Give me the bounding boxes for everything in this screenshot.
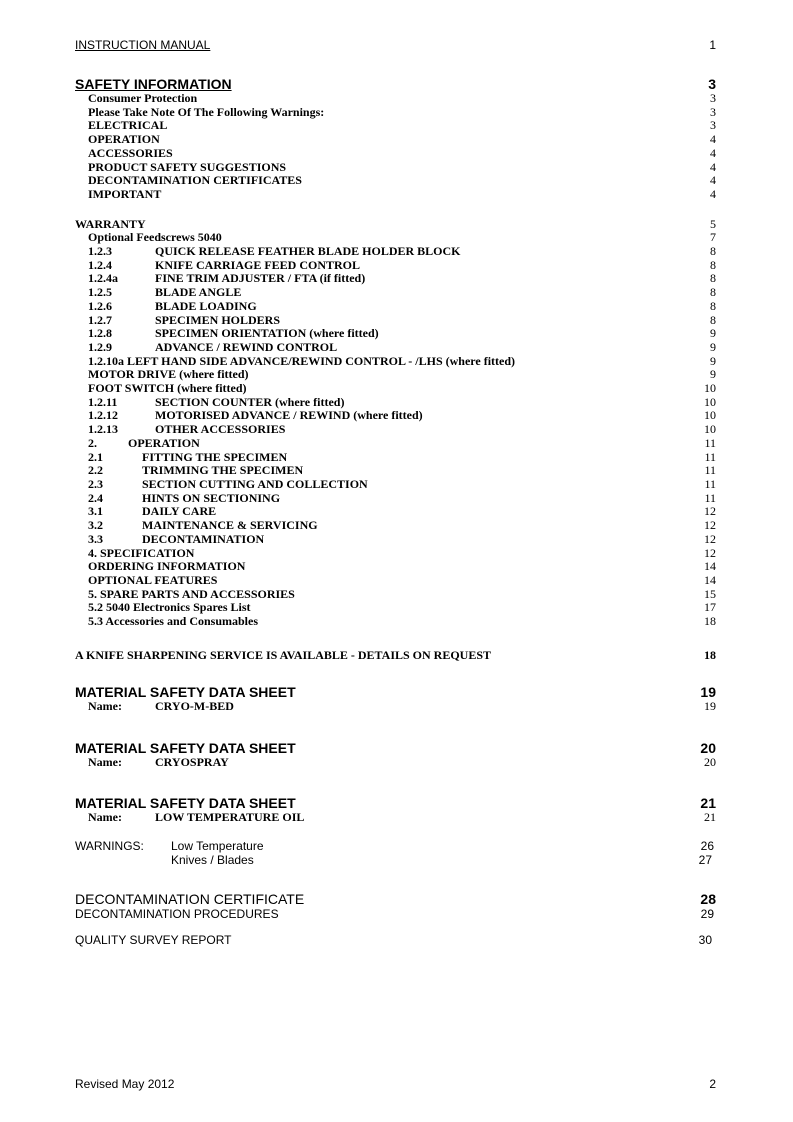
toc-entry-title: TRIMMING THE SPECIMEN xyxy=(142,463,304,478)
toc-page-number: 8 xyxy=(710,244,716,259)
toc-entry[interactable] xyxy=(75,368,716,382)
toc-entry-title: FITTING THE SPECIMEN xyxy=(142,449,288,464)
spacer xyxy=(75,825,716,839)
toc-entry-title: Optional Feedscrews 5040 xyxy=(88,230,222,245)
section-number: 1.2.4a xyxy=(88,271,118,286)
footer-page-number: 2 xyxy=(709,1077,716,1091)
toc-entry[interactable] xyxy=(75,259,716,273)
toc-heading-safety[interactable] xyxy=(75,76,716,92)
toc-entry-quality-survey[interactable] xyxy=(75,933,716,947)
toc-page-number: 4 xyxy=(710,159,716,174)
toc-entry[interactable] xyxy=(75,615,716,629)
toc-page-number: 26 xyxy=(700,838,714,853)
toc-entry[interactable] xyxy=(75,464,716,478)
toc-heading-msds-1[interactable] xyxy=(75,684,716,700)
toc-page-number: 29 xyxy=(700,906,714,921)
toc-entry-title: 5. SPARE PARTS AND ACCESSORIES xyxy=(88,586,295,601)
toc-entry-text xyxy=(88,533,264,547)
toc-page-number: 11 xyxy=(704,449,716,464)
toc-page-number: 9 xyxy=(710,339,716,354)
toc-entry-title: MOTORISED ADVANCE / REWIND (where fitted) xyxy=(155,408,423,423)
toc-entry-title: 1.2.10a LEFT HAND SIDE ADVANCE/REWIND CONTROL - /LHS (where fitted) xyxy=(88,353,516,368)
section-number: 2. xyxy=(88,435,97,450)
toc-page-number: 9 xyxy=(710,353,716,368)
warnings-label: WARNINGS: xyxy=(75,838,144,853)
toc-entry-title: Please Take Note Of The Following Warnings: xyxy=(88,104,325,119)
toc-page-number: 8 xyxy=(710,257,716,272)
toc-entry-text xyxy=(88,382,247,396)
toc-page-number: 17 xyxy=(704,600,716,615)
spacer xyxy=(75,714,716,740)
toc-entry-title: 5.2 5040 Electronics Spares List xyxy=(88,600,251,615)
toc-entry-msds-2-name[interactable] xyxy=(75,756,716,770)
toc-entry-text xyxy=(88,368,249,382)
toc-entry-title: OPTIONAL FEATURES xyxy=(88,572,218,587)
toc-page-number: 11 xyxy=(704,463,716,478)
toc-page-number: 9 xyxy=(710,367,716,382)
toc-entry-text xyxy=(88,341,337,355)
toc-entry-title: QUALITY SURVEY REPORT xyxy=(75,932,232,947)
toc-entry[interactable] xyxy=(75,106,716,120)
toc-page-number: 8 xyxy=(710,285,716,300)
toc-entry-text xyxy=(88,272,365,286)
section-number: 1.2.8 xyxy=(88,326,112,341)
toc-entry-title: QUICK RELEASE FEATHER BLADE HOLDER BLOCK xyxy=(155,244,461,259)
toc-entry[interactable] xyxy=(75,188,716,202)
toc-entry-title: Consumer Protection xyxy=(88,91,198,105)
toc-entry-text xyxy=(88,519,318,533)
toc-entry-title: ORDERING INFORMATION xyxy=(88,559,246,574)
toc-entry-title: Low Temperature xyxy=(171,838,264,853)
toc-entry-title: OPERATION xyxy=(128,435,200,450)
page-footer xyxy=(75,1077,716,1091)
revision-date: Revised May 2012 xyxy=(75,1077,175,1091)
toc-heading-msds-3[interactable] xyxy=(75,795,716,811)
toc-entry[interactable] xyxy=(75,547,716,561)
toc-entry-title: ADVANCE / REWIND CONTROL xyxy=(155,339,338,354)
section-number: 1.2.4 xyxy=(88,257,112,272)
toc-entry[interactable] xyxy=(75,300,716,314)
toc-entry-msds-1-name[interactable] xyxy=(75,700,716,714)
toc-entry[interactable] xyxy=(75,92,716,106)
toc-entry[interactable] xyxy=(75,133,716,147)
toc-page-number: 11 xyxy=(704,476,716,491)
toc-entry[interactable] xyxy=(75,355,716,369)
toc-page-number: 4 xyxy=(710,173,716,188)
toc-entry-title: FOOT SWITCH (where fitted) xyxy=(88,381,247,396)
toc-entry-text xyxy=(88,396,344,410)
section-number: 1.2.9 xyxy=(88,339,112,354)
toc-entry[interactable] xyxy=(75,519,716,533)
toc-entry-title: ELECTRICAL xyxy=(88,118,168,133)
toc-page-number: 5 xyxy=(710,216,716,231)
section-number: 3.3 xyxy=(88,531,103,546)
toc-entry[interactable] xyxy=(75,423,716,437)
toc-entry-title: SECTION COUNTER (where fitted) xyxy=(155,394,345,409)
toc-entry-title: PRODUCT SAFETY SUGGESTIONS xyxy=(88,159,287,174)
material-name: CRYOSPRAY xyxy=(155,755,229,770)
toc-entry[interactable] xyxy=(75,409,716,423)
toc-entry-title: KNIFE CARRIAGE FEED CONTROL xyxy=(155,257,361,272)
toc-page-number: 3 xyxy=(710,91,716,105)
name-label: Name: xyxy=(88,755,122,770)
toc-page-number: 9 xyxy=(710,326,716,341)
toc-entry[interactable] xyxy=(75,272,716,286)
toc-entry-text xyxy=(88,492,280,506)
toc-entry-title: SPECIMEN ORIENTATION (where fitted) xyxy=(155,326,379,341)
toc-entry[interactable] xyxy=(75,314,716,328)
toc-entry-text xyxy=(88,547,194,561)
spacer xyxy=(75,770,716,795)
toc-entry-knife-service[interactable] xyxy=(75,649,716,663)
toc-page-number: 8 xyxy=(710,312,716,327)
toc-entry[interactable] xyxy=(75,245,716,259)
toc-entry-title: A KNIFE SHARPENING SERVICE IS AVAILABLE - DETAILS ON REQUEST xyxy=(75,647,492,662)
toc-page-number: 19 xyxy=(704,699,716,714)
toc-entry-text xyxy=(88,245,461,259)
section-number: 3.1 xyxy=(88,504,103,519)
toc-entry[interactable] xyxy=(75,396,716,410)
toc-page-number: 8 xyxy=(710,298,716,313)
toc-entry-title: SECTION CUTTING AND COLLECTION xyxy=(142,476,368,491)
toc-entry-title: MOTOR DRIVE (where fitted) xyxy=(88,367,249,382)
toc-page-number: 10 xyxy=(704,381,716,396)
toc-entry[interactable] xyxy=(75,161,716,175)
toc-page-number: 27 xyxy=(698,852,712,867)
toc-page-number: 3 xyxy=(710,118,716,133)
header-page-number: 1 xyxy=(709,38,716,52)
spacer xyxy=(75,921,716,933)
toc-entry-title: WARRANTY xyxy=(75,216,146,231)
section-number: 2.1 xyxy=(88,449,103,464)
toc-heading-decon-certificate[interactable] xyxy=(75,891,716,907)
toc-entry-decon-procedures[interactable] xyxy=(75,907,716,921)
toc-entry-title: DECONTAMINATION PROCEDURES xyxy=(75,906,279,921)
toc-page-number: 12 xyxy=(704,518,716,533)
toc-page-number: 12 xyxy=(704,545,716,560)
toc-page-number: 18 xyxy=(704,614,716,629)
toc-entry-text xyxy=(88,300,257,314)
toc-entry[interactable] xyxy=(75,588,716,602)
toc-entry[interactable] xyxy=(75,119,716,133)
toc-entry[interactable] xyxy=(75,505,716,519)
toc-page-number: 21 xyxy=(704,809,716,824)
material-name: CRYO-M-BED xyxy=(155,699,234,714)
toc-page-number: 10 xyxy=(704,408,716,423)
section-number: 1.2.7 xyxy=(88,312,112,327)
toc-heading-title: SAFETY INFORMATION xyxy=(75,76,232,92)
toc-entry[interactable] xyxy=(75,341,716,355)
spacer xyxy=(75,629,716,645)
table-of-contents xyxy=(75,76,716,947)
toc-page-number: 10 xyxy=(704,422,716,437)
toc-entry[interactable] xyxy=(75,231,716,245)
toc-entry[interactable] xyxy=(75,286,716,300)
toc-page-number: 21 xyxy=(700,794,716,811)
safety-entries xyxy=(75,92,716,202)
toc-entry-title: MAINTENANCE & SERVICING xyxy=(142,518,318,533)
section-number: 2.3 xyxy=(88,476,103,491)
toc-entry-text xyxy=(88,314,280,328)
toc-page-number: 3 xyxy=(708,76,716,92)
material-name: LOW TEMPERATURE OIL xyxy=(155,809,305,824)
toc-heading-msds-2[interactable] xyxy=(75,740,716,756)
toc-entry-title: ACCESSORIES xyxy=(88,145,173,160)
toc-heading-warranty[interactable] xyxy=(75,218,716,232)
toc-entry[interactable] xyxy=(75,601,716,615)
toc-entry-title: OTHER ACCESSORIES xyxy=(155,422,286,437)
toc-page-number: 3 xyxy=(710,104,716,119)
toc-page-number: 18 xyxy=(704,647,716,662)
toc-entry-title: DAILY CARE xyxy=(142,504,217,519)
manual-title: INSTRUCTION MANUAL xyxy=(75,38,211,52)
toc-page-number: 11 xyxy=(704,490,716,505)
toc-heading-title: MATERIAL SAFETY DATA SHEET xyxy=(75,794,296,811)
section-number: 2.4 xyxy=(88,490,103,505)
toc-entry-text xyxy=(88,478,368,492)
toc-entry-text xyxy=(88,423,285,437)
section-number: 1.2.3 xyxy=(88,244,112,259)
name-label: Name: xyxy=(88,809,122,824)
toc-entry-msds-3-name[interactable] xyxy=(75,811,716,825)
toc-entry-title: BLADE ANGLE xyxy=(155,285,242,300)
toc-page-number: 8 xyxy=(710,271,716,286)
toc-entry-text xyxy=(88,505,216,519)
toc-entry-warning-knives[interactable] xyxy=(75,853,716,867)
toc-entry-text xyxy=(88,437,200,451)
toc-entry[interactable] xyxy=(75,451,716,465)
toc-page-number: 10 xyxy=(704,394,716,409)
toc-entry-text xyxy=(88,327,379,341)
toc-entry[interactable] xyxy=(75,382,716,396)
section-number: 1.2.12 xyxy=(88,408,118,423)
toc-entry[interactable] xyxy=(75,560,716,574)
toc-entry-text xyxy=(88,286,241,300)
toc-entry-title: HINTS ON SECTIONING xyxy=(142,490,281,505)
toc-page-number: 4 xyxy=(710,132,716,147)
toc-page-number: 19 xyxy=(700,684,716,701)
toc-entry[interactable] xyxy=(75,327,716,341)
toc-entry-warning-low-temperature[interactable] xyxy=(75,839,716,853)
toc-page-number: 14 xyxy=(704,559,716,574)
toc-heading-title: MATERIAL SAFETY DATA SHEET xyxy=(75,740,296,757)
section-number: 1.2.13 xyxy=(88,422,118,437)
toc-entry[interactable] xyxy=(75,174,716,188)
toc-entry-title: 4. SPECIFICATION xyxy=(88,545,195,560)
toc-page-number: 14 xyxy=(704,572,716,587)
toc-page-number: 4 xyxy=(710,186,716,201)
toc-page-number: 4 xyxy=(710,145,716,160)
toc-entry-text xyxy=(88,355,515,369)
toc-entry-title: SPECIMEN HOLDERS xyxy=(155,312,281,327)
toc-entry-text xyxy=(88,464,303,478)
toc-entry-title: OPERATION xyxy=(88,132,160,147)
toc-page-number: 12 xyxy=(704,531,716,546)
section-number: 3.2 xyxy=(88,518,103,533)
toc-heading-title: MATERIAL SAFETY DATA SHEET xyxy=(75,684,296,701)
toc-entry-title: BLADE LOADING xyxy=(155,298,257,313)
toc-entry[interactable] xyxy=(75,492,716,506)
toc-page-number: 30 xyxy=(698,932,712,947)
section-number: 1.2.11 xyxy=(88,394,118,409)
toc-entry-title: 5.3 Accessories and Consumables xyxy=(88,614,259,629)
section-number: 1.2.6 xyxy=(88,298,112,313)
toc-page-number: 7 xyxy=(710,230,716,245)
toc-heading-title: DECONTAMINATION CERTIFICATE xyxy=(75,890,305,907)
toc-entry-title: DECONTAMINATION CERTIFICATES xyxy=(88,173,302,188)
toc-page-number: 20 xyxy=(704,755,716,770)
toc-entry-title: Knives / Blades xyxy=(171,852,254,867)
toc-entry[interactable] xyxy=(75,478,716,492)
toc-entry-text xyxy=(88,409,423,423)
toc-entry-title: IMPORTANT xyxy=(88,186,162,201)
toc-entry-text xyxy=(88,588,295,602)
toc-entry-text xyxy=(88,259,360,273)
toc-entry[interactable] xyxy=(75,147,716,161)
toc-page-number: 12 xyxy=(704,504,716,519)
section-number: 2.2 xyxy=(88,463,103,478)
toc-page-number: 20 xyxy=(700,740,716,757)
toc-entry-text xyxy=(88,451,287,465)
toc-page-number: 11 xyxy=(704,435,716,450)
toc-entry-text xyxy=(88,601,251,615)
toc-entry-text xyxy=(88,560,245,574)
name-label: Name: xyxy=(88,699,122,714)
toc-entry[interactable] xyxy=(75,574,716,588)
toc-entry-text xyxy=(88,615,258,629)
toc-entry[interactable] xyxy=(75,437,716,451)
toc-entry[interactable] xyxy=(75,533,716,547)
spacer xyxy=(75,202,716,218)
toc-page-number: 15 xyxy=(704,586,716,601)
toc-page-number: 28 xyxy=(700,890,716,907)
page-header xyxy=(75,38,716,52)
spacer xyxy=(75,662,716,684)
toc-entry-text xyxy=(88,231,222,245)
spacer xyxy=(75,867,716,891)
toc-entry-text xyxy=(88,574,217,588)
warranty-entries xyxy=(75,231,716,628)
toc-entry-title: DECONTAMINATION xyxy=(142,531,265,546)
toc-entry-title: FINE TRIM ADJUSTER / FTA (if fitted) xyxy=(155,271,366,286)
section-number: 1.2.5 xyxy=(88,285,112,300)
